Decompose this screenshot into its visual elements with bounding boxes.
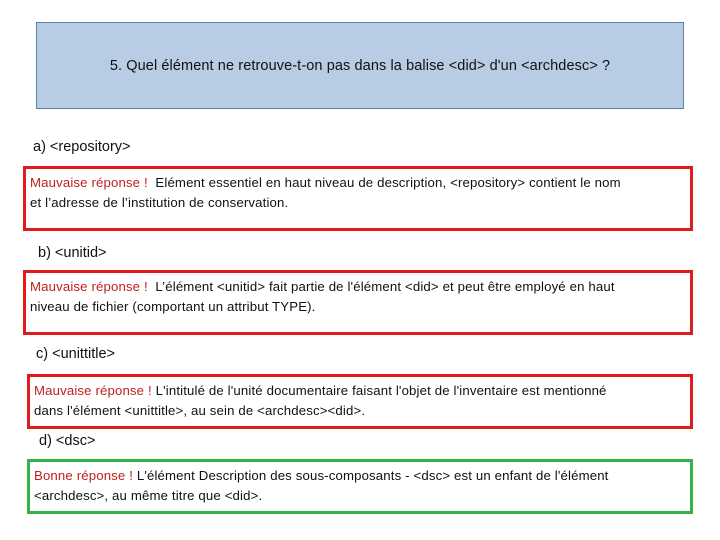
option-c-label[interactable]: c) <unittitle> <box>36 346 115 362</box>
option-d-feedback <box>27 459 693 514</box>
option-b-verdict: Mauvaise réponse ! <box>30 279 148 294</box>
option-b-explanation: L’élément <unitid> fait partie de l'élément <did> et peut être employé en haut <box>147 279 615 294</box>
option-b-label[interactable]: b) <unitid> <box>38 245 107 261</box>
question-box <box>36 22 684 109</box>
option-d-verdict: Bonne réponse ! <box>34 468 134 483</box>
option-d-explanation: L'élément Description des sous-composants - <dsc> est un enfant de l'élément <box>133 468 609 483</box>
question-number: 5. <box>109 57 123 74</box>
option-c-feedback <box>27 374 693 429</box>
option-c-explanation: L'intitulé de l'unité documentaire faisant l'objet de l'inventaire est mentionné <box>151 383 607 398</box>
option-d-feedback-line1 <box>34 466 687 486</box>
option-a-explanation: Elément essentiel en haut niveau de description, <repository> contient le nom <box>147 175 621 190</box>
question-text <box>110 58 610 74</box>
option-d-label[interactable]: d) <dsc> <box>39 433 96 449</box>
option-c-feedback-line2: dans l'élément <unittitle>, au sein de <archdesc><did>. <box>34 403 366 418</box>
option-a-feedback-line2: et l’adresse de l’institution de conservation. <box>30 195 289 210</box>
question-body: Quel élément ne retrouve-t-on pas dans la balise <did> d'un <archdesc> ? <box>122 57 611 74</box>
option-b-feedback-line2: niveau de fichier (comportant un attribut TYPE). <box>30 299 316 314</box>
option-a-verdict: Mauvaise réponse ! <box>30 175 148 190</box>
option-b-feedback-line1 <box>30 277 687 297</box>
option-a-feedback <box>23 166 693 231</box>
option-c-feedback-line1 <box>34 381 687 401</box>
option-c-verdict: Mauvaise réponse ! <box>34 383 152 398</box>
option-a-label[interactable]: a) <repository> <box>33 139 131 155</box>
option-d-feedback-line2: <archdesc>, au même titre que <did>. <box>34 488 263 503</box>
option-a-feedback-line1 <box>30 173 687 193</box>
option-b-feedback <box>23 270 693 335</box>
